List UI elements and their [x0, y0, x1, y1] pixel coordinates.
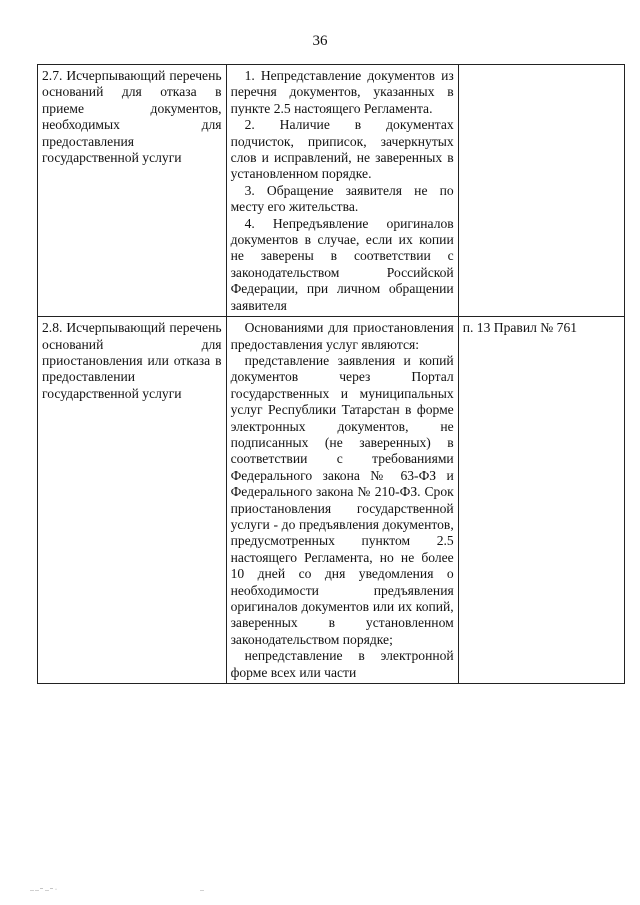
content-paragraph: непредставление в электронной форме всех или части: [230, 648, 454, 680]
table-row: [38, 317, 625, 684]
content-paragraph: 1. Непредставление документов из перечня документов, указанных в пункте 2.5 настоящего Регламента.: [230, 68, 454, 116]
scan-mark: ‥: [200, 887, 205, 893]
content-paragraph: Основаниями для приостановления предоставления услуг являются:: [230, 320, 454, 352]
row-content: [226, 317, 458, 684]
row-label: 2.8. Исчерпывающий перечень оснований для приостановления или отказа в предоставлении государственной услуги: [38, 317, 227, 684]
row-reference: [458, 65, 624, 317]
regulation-table: [37, 64, 625, 684]
page-number: 36: [312, 33, 328, 49]
table-row: [38, 65, 625, 317]
content-paragraph: 3. Обращение заявителя не по месту его жительства.: [230, 182, 454, 215]
content-paragraph: представление заявления и копий документов через Портал государственных и муниципальных услуг Республики Татарстан в форме электронных документов, не подписанных (не заверенных) в соответствии с требованиями Федерального закона № 63-ФЗ и Федерального закона № 210-ФЗ. Срок приостановления государственной услуги - до предъявления документов, предусмотренных пунктом 2.5 настоящего Регламента, но не более 10 дней со дня уведомления о необходимости предъявления оригиналов документов или их копий, заверенных в установленном законодательством порядке;: [230, 352, 454, 647]
content-paragraph: 4. Непредъявление оригиналов документов в случае, если их копии не заверены в соответствии с законодательством Российской Федерации, при личном обращении заявителя: [230, 215, 454, 313]
row-content: [226, 65, 458, 317]
scan-mark: ‥‥ ̶ ‥ ̶ ·: [30, 887, 59, 893]
row-label: 2.7. Исчерпывающий перечень оснований для отказа в приеме документов, необходимых для предоставления государственной услуги: [38, 65, 227, 317]
content-paragraph: 2. Наличие в документах подчисток, приписок, зачеркнутых слов и исправлений, не заверенных в установленном порядке.: [230, 117, 454, 182]
row-reference: п. 13 Правил № 761: [458, 317, 624, 684]
